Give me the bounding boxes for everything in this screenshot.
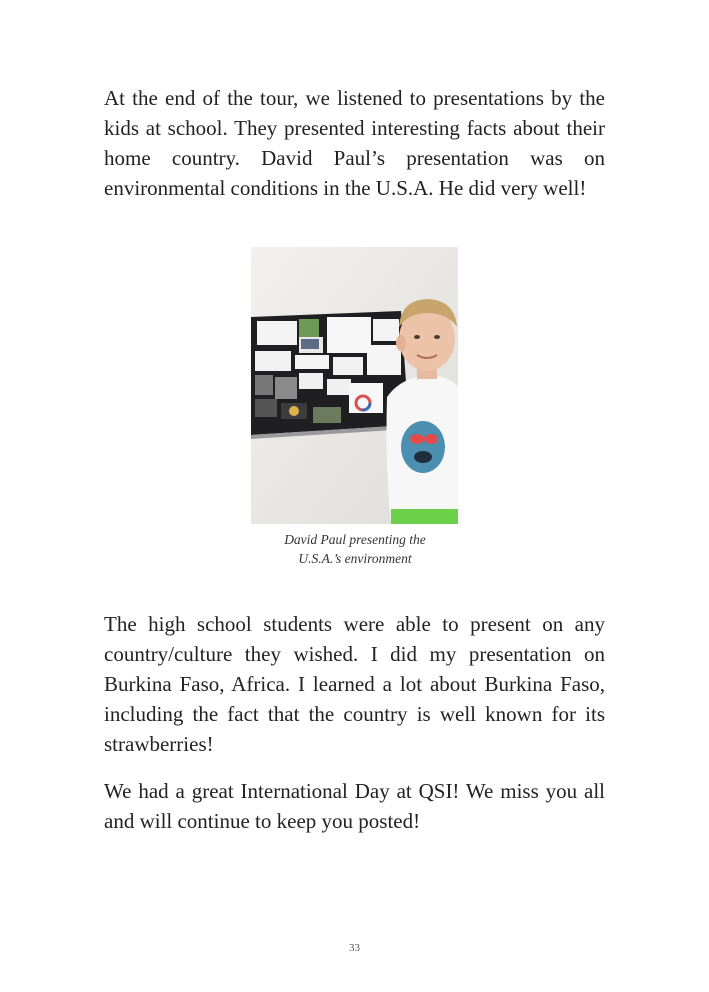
photo-caption <box>230 530 480 568</box>
caption-line-1: David Paul presenting the <box>284 532 426 547</box>
photo-david-paul-presentation <box>251 247 458 524</box>
caption-line-2: U.S.A.’s environment <box>298 551 412 566</box>
paragraph-tour-presentations: At the end of the tour, we listened to presentations by the kids at school. They presented interesting facts about their home country. David Paul’s presentation was on environmental conditions in the U.S.A. He did very well! <box>104 86 605 200</box>
paragraph-high-school-presentations: The high school students were able to present on any country/culture they wished. I did my presentation on Burkina Faso, Africa. I learned a lot about Burkina Faso, including the fact that the country is well known for its strawberries! <box>104 612 605 756</box>
page-number: 33 <box>349 942 360 954</box>
paragraph-closing: We had a great International Day at QSI! We miss you all and will continue to keep you posted! <box>104 779 605 833</box>
